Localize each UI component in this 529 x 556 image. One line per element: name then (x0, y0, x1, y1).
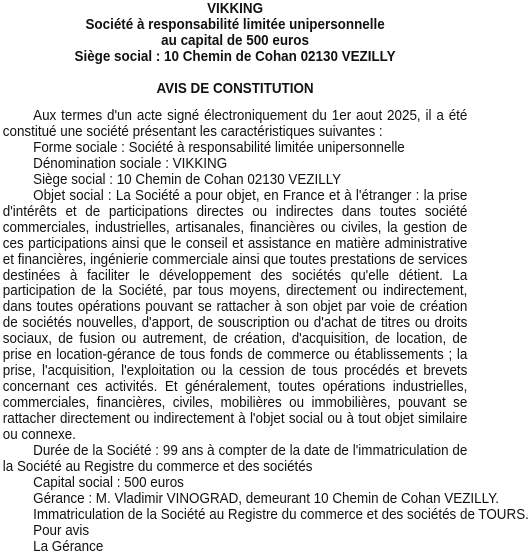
company-name: VIKKING (207, 1, 264, 17)
siege-social-line: Siège social : 10 Chemin de Cohan 02130 VEZILLY (33, 171, 342, 188)
registered-office: Siège social : 10 Chemin de Cohan 02130 VEZILLY (74, 49, 396, 65)
denomination-line: Dénomination sociale : VIKKING (33, 155, 228, 172)
notice-body (2, 108, 529, 556)
objet-social-paragraph: Objet social : La Société a pour objet, en France et à l'étranger : la prise d'intérêts et de participations directes ou indirectes dans toutes société commerciales, industrielles, artisanales, financières ou civiles, la gestion de ces participations ainsi que le conseil et assistance en matière administrative et financières, ingénierie commerciale ainsi que toutes prestations de services destinées à faciliter le développement des sociétés qu'elle détient. La participation de la Société, par tous moyens, directement ou indirectement, dans toutes opérations pouvant se rattacher à son objet par voie de création de sociétés nouvelles, d'apport, de souscription ou d'achat de titres ou droits sociaux, de fusion ou autrement, de création, d'acquisition, de location, de prise en location-gérance de tous fonds de commerce ou établissements ; la prise, l'acquisition, l'exploitation ou la cession de tous procédés et brevets concernant ces activités. Et généralement, toutes opérations industrielles, commerciales, financières, civiles, mobilières ou immobilières, pouvant se rattacher directement ou indirectement à l'objet social ou à tout objet similaire ou connexe. (2, 187, 468, 444)
share-capital: au capital de 500 euros (161, 33, 309, 49)
signature-line: La Gérance (33, 538, 104, 555)
pour-avis-line: Pour avis (33, 522, 90, 539)
legal-form: Société à responsabilité limitée unipersonnelle (85, 17, 385, 33)
forme-sociale-line: Forme sociale : Société à responsabilité limitée unipersonnelle (33, 139, 405, 156)
immatriculation-line: Immatriculation de la Société au Registre du commerce et des sociétés de TOURS. (33, 506, 529, 523)
notice-header (3, 0, 468, 65)
duree-paragraph: Durée de la Société : 99 ans à compter de la date de l'immatriculation de la Société au Registre du commerce et des sociétés (2, 443, 468, 475)
capital-social-line: Capital social : 500 euros (33, 474, 184, 491)
section-title: AVIS DE CONSTITUTION (156, 81, 314, 97)
legal-notice-content (2, 0, 529, 556)
intro-paragraph: Aux termes d'un acte signé électroniquement du 1er aout 2025, il a été constitué une société présentant les caractéristiques suivantes : (2, 108, 468, 140)
gerance-line: Gérance : M. Vladimir VINOGRAD, demeurant 10 Chemin de Cohan VEZILLY. (33, 490, 500, 507)
